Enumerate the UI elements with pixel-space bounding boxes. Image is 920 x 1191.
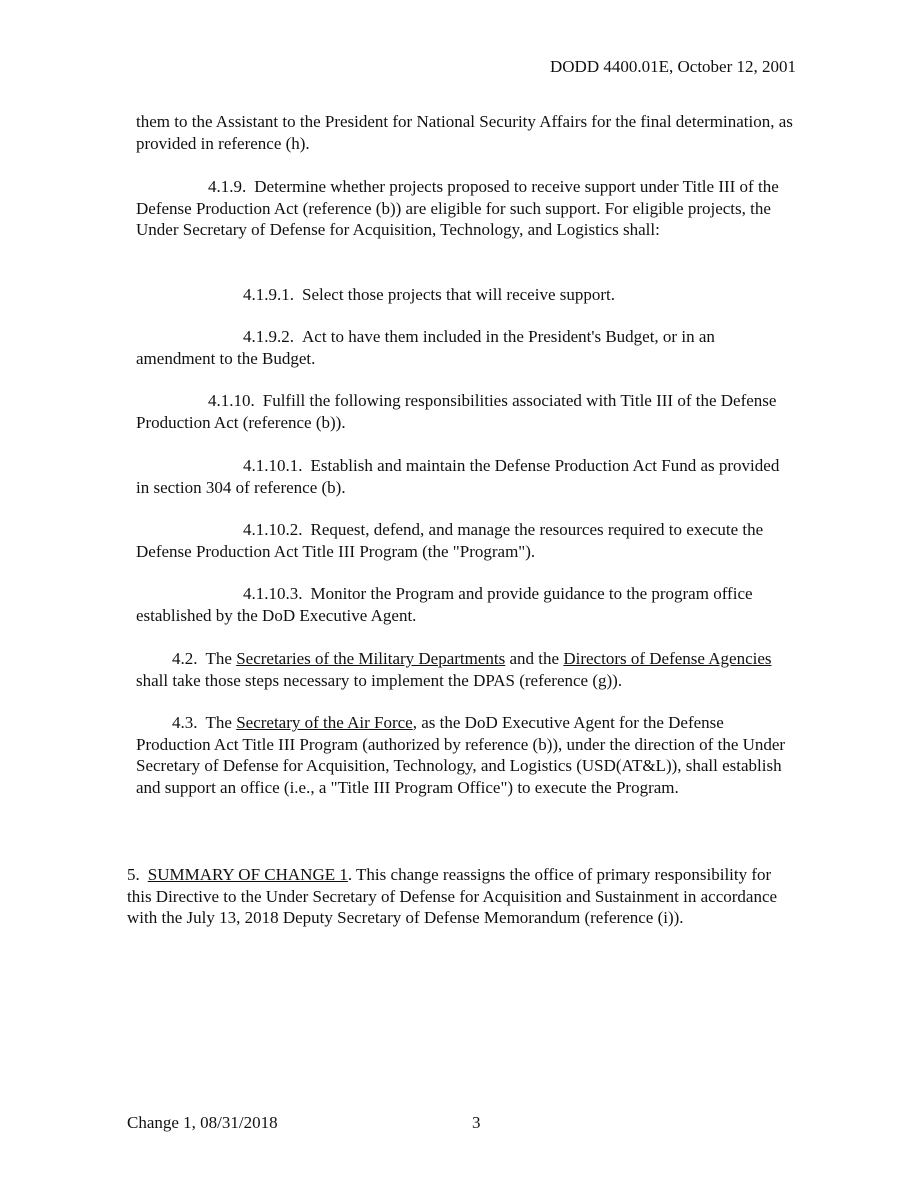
underlined-actor-defense-agencies: Directors of Defense Agencies xyxy=(563,649,772,668)
section-number: 5. xyxy=(127,865,140,884)
paragraph-4-1-10-1 xyxy=(136,455,796,498)
paragraph-number: 4.3. xyxy=(172,713,198,732)
paragraph-4-2 xyxy=(136,648,796,691)
paragraph-number: 4.1.10.3. xyxy=(243,584,303,603)
footer-page-number: 3 xyxy=(472,1113,481,1132)
underlined-actor-military-departments: Secretaries of the Military Departments xyxy=(236,649,506,668)
footer-change-note: Change 1, 08/31/2018 xyxy=(127,1113,278,1132)
paragraph-word: The xyxy=(205,713,232,732)
paragraph-text: Determine whether projects proposed to receive support under Title III of the Defense Production Act (reference (b)) are eligible for such support. For eligible projects, the Under Secretary of Defense for Acquisition, Technology, and Logistics shall: xyxy=(136,177,779,239)
paragraph-text: Request, defend, and manage the resources required to execute the Defense Production Act Title III Program (the "Program"). xyxy=(136,520,764,561)
paragraph-4-1-9-2 xyxy=(136,326,796,369)
paragraph-number: 4.1.9. xyxy=(208,177,247,196)
paragraph-word: and the xyxy=(509,649,560,668)
paragraph-word: The xyxy=(205,649,232,668)
paragraph-text: Select those projects that will receive support. xyxy=(302,285,615,304)
paragraph-number: 4.1.10.1. xyxy=(243,456,303,475)
paragraph-text: , as the DoD Executive Agent for the Defense Production Act Title III Program (authorized by reference (b)), under the direction of the Under Secretary of Defense for Acquisition, Technology, and Logistics (USD(AT&L)), shall establish and support an office (i.e., a "Title III Program Office") to execute the Program. xyxy=(136,713,786,797)
section-text: . This change reassigns the office of primary responsibility for this Directive to the Under Secretary of Defense for Acquisition and Sustainment in accordance with the July 13, 2018 Deputy Secretary of Defense Memorandum (reference (i)). xyxy=(127,865,778,927)
paragraph-number: 4.1.10.2. xyxy=(243,520,303,539)
paragraph-number: 4.1.9.2. xyxy=(243,327,294,346)
paragraph-4-1-10-3 xyxy=(136,583,796,626)
paragraph-text: Act to have them included in the President's Budget, or in an amendment to the Budget. xyxy=(136,327,715,368)
document-header: DODD 4400.01E, October 12, 2001 xyxy=(550,57,796,76)
paragraph-text: Monitor the Program and provide guidance to the program office established by the DoD Executive Agent. xyxy=(136,584,753,625)
paragraph-number: 4.1.10. xyxy=(208,391,255,410)
paragraph-4-1-10 xyxy=(136,390,796,433)
paragraph-4-1-9-1 xyxy=(136,284,796,306)
paragraph-text: Establish and maintain the Defense Production Act Fund as provided in section 304 of reference (b). xyxy=(136,456,780,497)
paragraph-4-1-9 xyxy=(136,176,796,241)
underlined-actor-air-force: Secretary of the Air Force xyxy=(236,713,413,732)
paragraph-number: 4.1.9.1. xyxy=(243,285,294,304)
section-5-summary-of-change xyxy=(127,864,799,929)
paragraph-number: 4.2. xyxy=(172,649,198,668)
paragraph-4-1-10-2 xyxy=(136,519,796,562)
paragraph-text: shall take those steps necessary to implement the DPAS (reference (g)). xyxy=(136,670,623,690)
section-heading: SUMMARY OF CHANGE 1 xyxy=(147,865,348,884)
paragraph-4-3 xyxy=(136,712,796,798)
paragraph-text: Fulfill the following responsibilities associated with Title III of the Defense Production Act (reference (b)). xyxy=(136,391,777,432)
paragraph-continuation: them to the Assistant to the President for National Security Affairs for the final determination, as provided in reference (h). xyxy=(136,112,793,153)
